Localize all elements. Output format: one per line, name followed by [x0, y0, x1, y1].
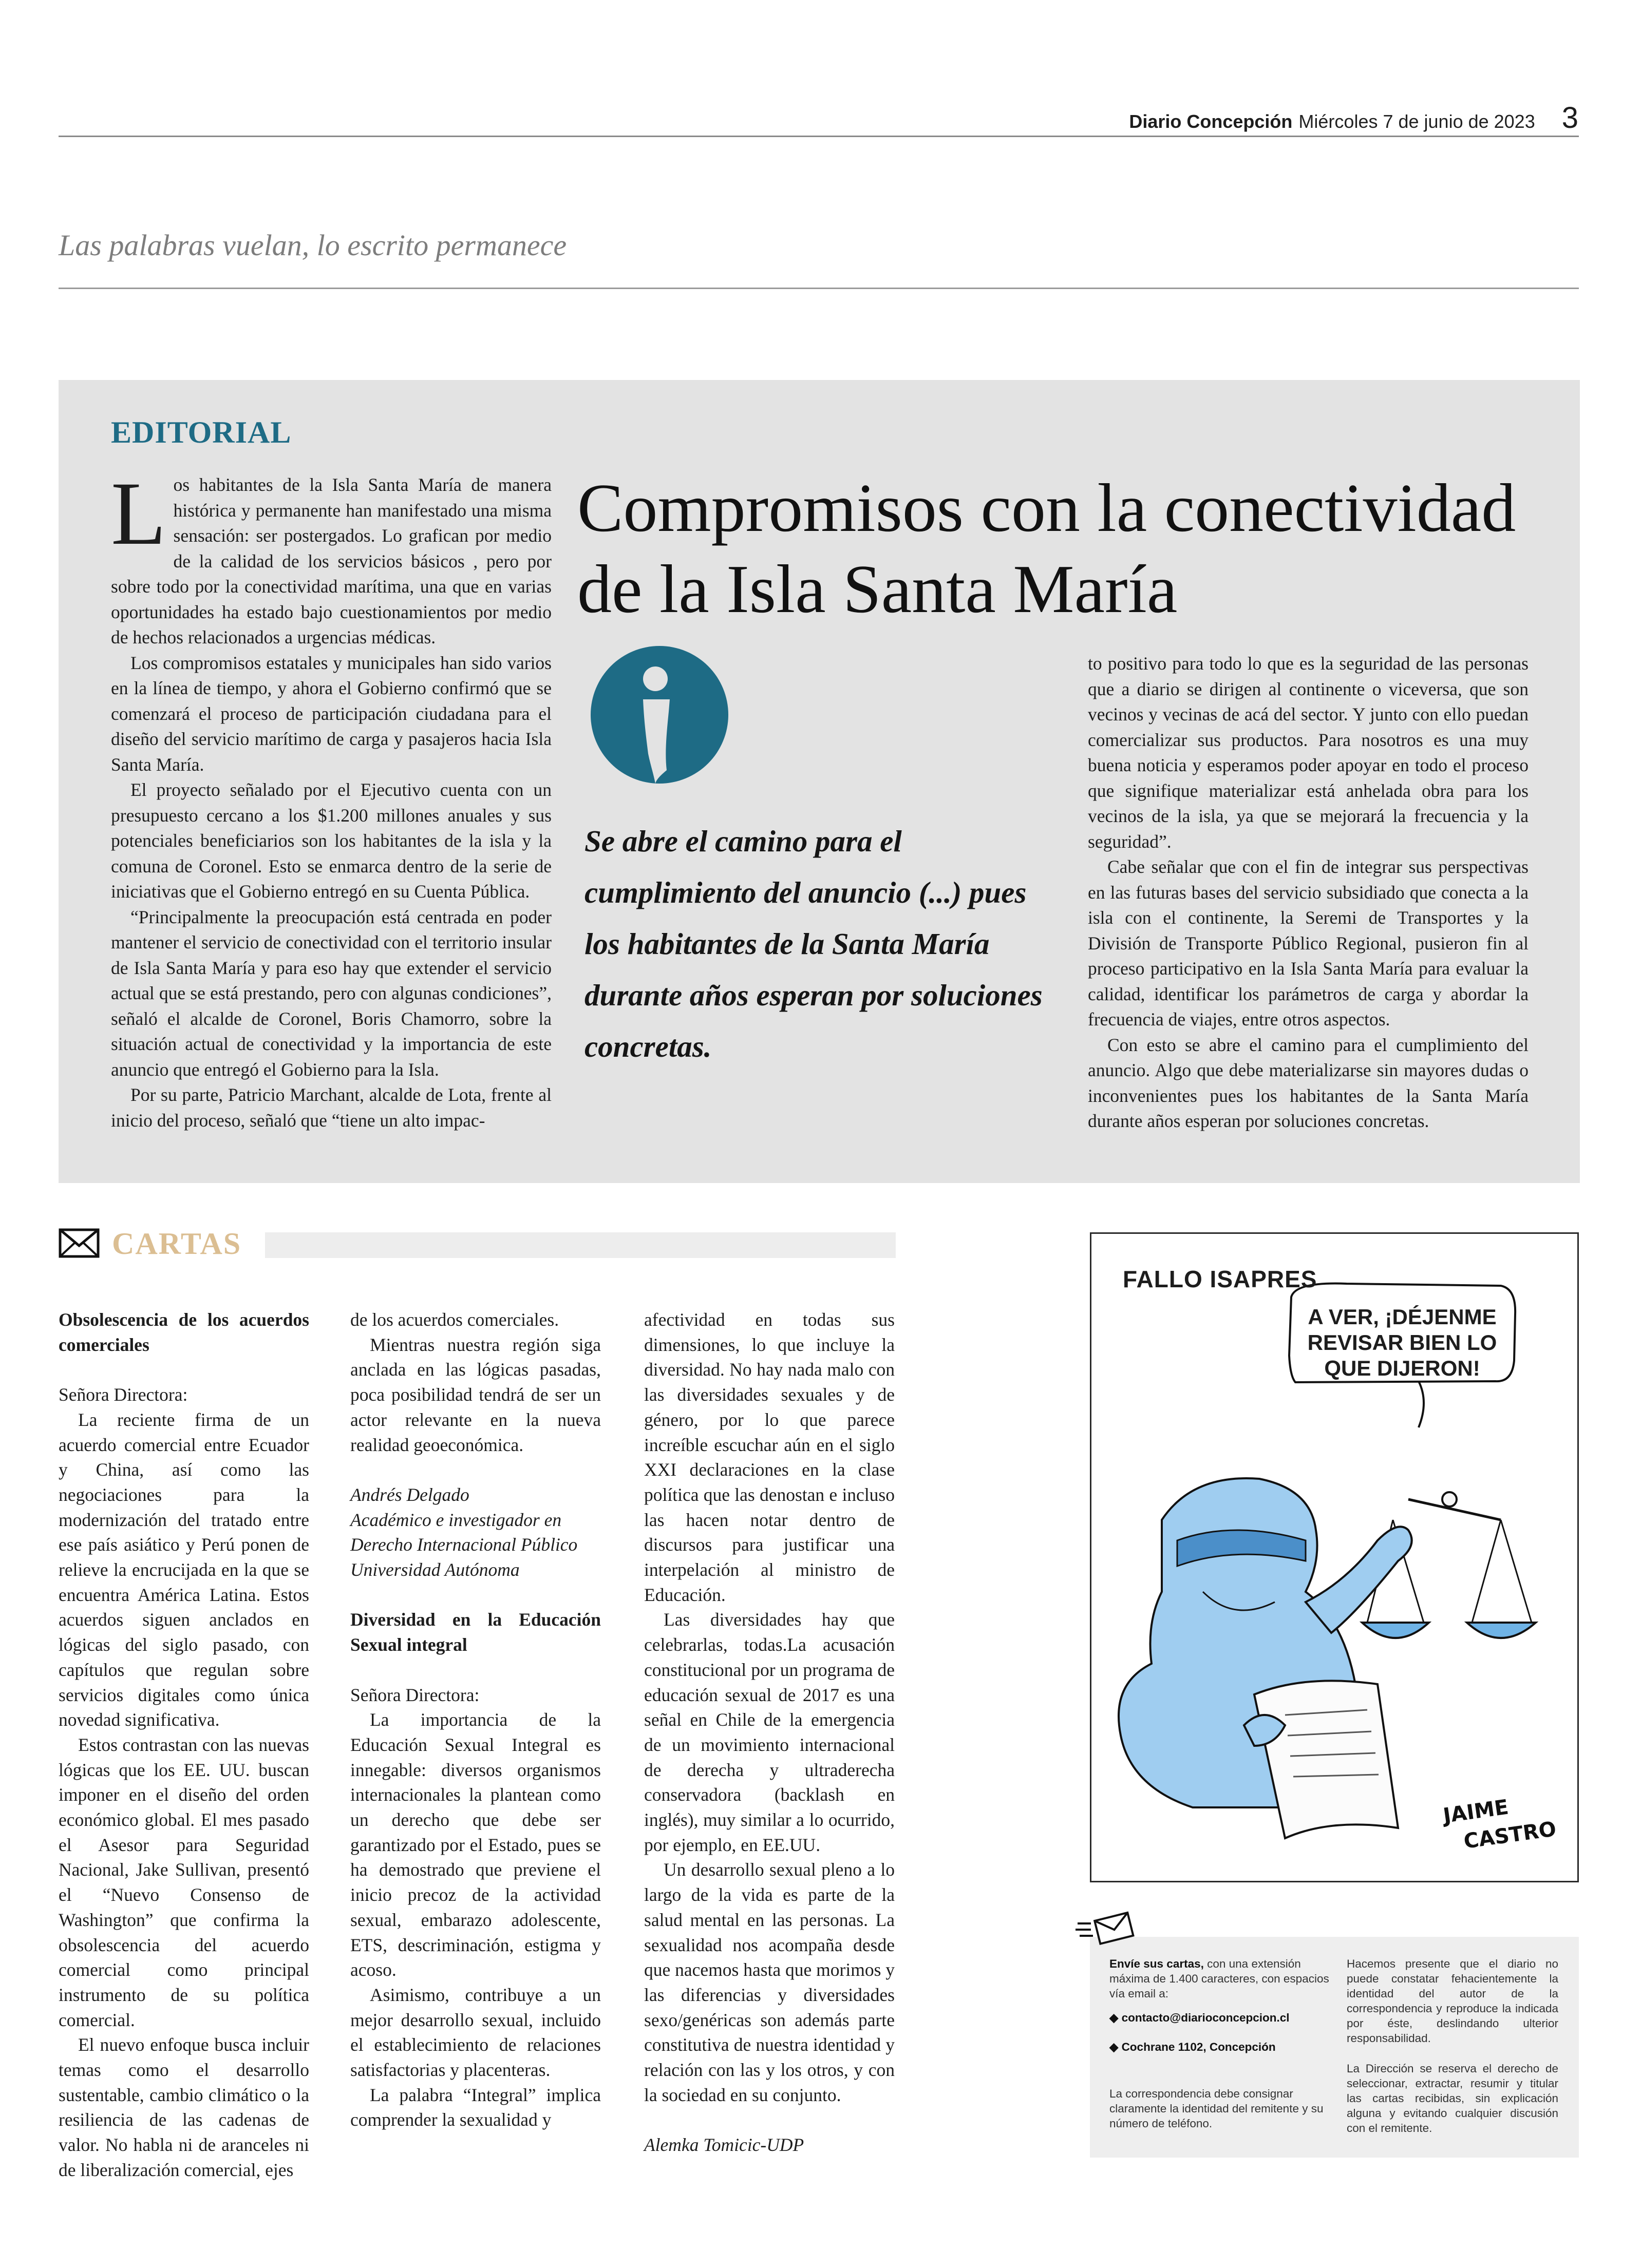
- editorial-paragraph: Cabe señalar que con el fin de integrar sus perspectivas en las futuras bases del servicio subsidiado que conecta a la isla con el continente, la Seremi de Transportes y la División de Transporte Público Regional, pusieron fin al proceso participativo en la Isla Santa María para evaluar la calidad, identificar los parámetros de carga y abordar la frecuencia de viajes, entre otros aspectos.: [1088, 856, 1529, 1030]
- info-left-column: [1109, 1956, 1329, 2131]
- speech-line: A VER, ¡DÉJENME: [1308, 1305, 1497, 1329]
- editorial-paragraph: Por su parte, Patricio Marchant, alcalde de Lota, frente al inicio del proceso, señaló que “tiene un alto impac-: [111, 1084, 552, 1131]
- svg-text:CASTRO: CASTRO: [1462, 1817, 1558, 1854]
- pull-quote: Se abre el camino para el cumplimiento del anuncio (...) pues los habitantes de la Santa María durante años esperan por soluciones concretas.: [584, 824, 1043, 1063]
- cartoon-speech: [1305, 1304, 1500, 1381]
- issue-date: Miércoles 7 de junio de 2023: [1298, 111, 1535, 132]
- contact-email[interactable]: contacto@diarioconcepcion.cl: [1121, 2011, 1290, 2024]
- letters-column-1: [59, 1307, 309, 2183]
- letter-signature: Alemka Tomicic-UDP: [644, 2134, 804, 2156]
- letters-column-3: [644, 1307, 895, 2158]
- letter-paragraph: afectividad en todas sus dimensiones, lo que incluye la diversidad. No hay nada malo con las diversidades sexuales y de género, por lo que parece increíble escuchar aún en el siglo XXI declaraciones en la clase política que las denostan e incluso las hacen notar dentro de discursos para justificar una interpelación al ministro de Educación.: [644, 1309, 895, 1605]
- info-icon: [590, 645, 729, 785]
- editorial-paragraph: El proyecto señalado por el Ejecutivo cuenta con un presupuesto cercano a los $1.200 millones anuales y sus potenciales beneficiarios son los habitantes de la isla y la comuna de Coronel. Esto se enmarca dentro de la serie de iniciativas que el Gobierno entregó en su Cuenta Pública.: [111, 779, 552, 902]
- page-header: [1129, 101, 1578, 137]
- letter-paragraph: La importancia de la Educación Sexual Integral es innegable: diversos organismos internacionales la plantean como un derecho que debe ser garantizado por el Estado, pues se ha demostrado que previene el inicio precoz de la actividad sexual, embarazo adolescente, ETS, descriminación, estigma y acoso.: [350, 1709, 601, 1980]
- letter-paragraph: Mientras nuestra región siga anclada en las lógicas pasadas, poca posibilidad tendrá de ser un actor relevante en la nueva realidad geoeconómica.: [350, 1334, 601, 1455]
- letter-paragraph: El nuevo enfoque busca incluir temas como el desarrollo sustentable, cambio climático o la resiliencia de las cadenas de valor. No habla ni de aranceles ni de liberalización comercial, ejes: [59, 2034, 309, 2180]
- header-rule: [59, 136, 1579, 137]
- svg-text:JAIME: JAIME: [1441, 1795, 1511, 1828]
- editorial-right-column: [1088, 651, 1529, 1134]
- info-email-item: ◆ contacto@diarioconcepcion.cl: [1109, 2011, 1290, 2024]
- editorial-paragraph: Con esto se abre el camino para el cumplimiento del anuncio. Algo que debe materializarse sin mayores dudas o inconvenientes pues los habitantes de la Santa María durante años esperan por soluciones concretas.: [1088, 1034, 1529, 1131]
- editorial-left-column: [111, 464, 552, 1133]
- info-send-text: con una extensión máxima de 1.400 caracteres, con espacios vía email a:: [1109, 1957, 1329, 2000]
- info-right-column: [1347, 1956, 1558, 2136]
- info-disclaimer: Hacemos presente que el diario no puede constatar fehacientemente la identidad del autor de la correspondencia y reproduce la indicada por éste, deslindando ulterior responsabilidad.: [1347, 1957, 1558, 2045]
- slogan-rule: [59, 288, 1579, 289]
- letters-column-2: [350, 1307, 601, 2132]
- info-address-item: ◆ Cochrane 1102, Concepción: [1109, 2041, 1276, 2053]
- letter-title: Obsolescencia de los acuerdos comerciales: [59, 1309, 309, 1355]
- cartas-label: CARTAS: [112, 1227, 242, 1261]
- editorial-paragraph: Los habitantes de la Isla Santa María de manera histórica y permanente han manifestado una misma sensación: ser postergados. Lo grafican por medio de la calidad de los servicios básicos , pero por sobre todo por la conectividad marítima, una que en varias oportunidades ha estado bajo cuestionamientos por medio de hechos relacionados a urgencias médicas.: [111, 464, 552, 647]
- letter-paragraph: de los acuerdos comerciales.: [350, 1309, 559, 1330]
- info-rights: La Dirección se reserva el derecho de seleccionar, extractar, resumir y titular las cartas recibidas, sin explicación alguna y evitando cualquier discusión con el remitente.: [1347, 2062, 1558, 2134]
- letter-paragraph: Las diversidades hay que celebrarlas, todas.La acusación constitucional por un programa de educación sexual de 2017 es una señal en Chile de la emergencia de un movimiento internacional de derecha y ultraderecha conservadora (backlash en inglés), muy similar a lo ocurrido, por ejemplo, en EE.UU.: [644, 1609, 895, 1855]
- letter-title: Diversidad en la Educación Sexual integral: [350, 1609, 601, 1655]
- dropcap: L: [111, 464, 166, 564]
- contact-address: Cochrane 1102, Concepción: [1121, 2041, 1276, 2053]
- section-slogan: Las palabras vuelan, lo escrito permanece: [59, 228, 567, 262]
- envelope-icon: [59, 1228, 100, 1258]
- page-number: 3: [1561, 101, 1578, 135]
- letter-paragraph: Asimismo, contribuye a un mejor desarrollo sexual, incluido el establecimiento de relaciones satisfactorias y placenteras.: [350, 1984, 601, 2081]
- editorial-paragraph: “Principalmente la preocupación está centrada en poder mantener el servicio de conectividad con el territorio insular de Isla Santa María y para eso hay que extender el servicio actual que se está prestando, pero con algunas condiciones”, señaló el alcalde de Coronel, Boris Chamorro, sobre la situación actual de conectividad y la importancia de este anuncio que entregó el Gobierno para la Isla.: [111, 906, 552, 1080]
- editorial-label: EDITORIAL: [111, 415, 292, 449]
- letter-salutation: Señora Directora:: [59, 1384, 188, 1405]
- editorial-paragraph: Los compromisos estatales y municipales han sido varios en la línea de tiempo, y ahora el Gobierno confirmó que se comenzará el proceso de participación ciudadana para el diseño del servicio marítimo de carga y pasajeros hacia Isla Santa María.: [111, 652, 552, 775]
- newspaper-name: Diario Concepción: [1129, 111, 1293, 132]
- letter-paragraph: La reciente firma de un acuerdo comercial entre Ecuador y China, así como las negociaciones para la modernización del tratado entre ese país asiático y Perú ponen de relieve la encrucijada en la que se encuentra América Latina. Estos acuerdos siguen anclados en lógicas del siglo pasado, con capítulos que regulan sobre servicios digitales como única novedad significativa.: [59, 1409, 309, 1730]
- cartoon-title: FALLO ISAPRES: [1123, 1266, 1317, 1292]
- editorial-paragraph: to positivo para todo lo que es la seguridad de las personas que a diario se dirigen al continente o viceversa, que son vecinos y vecinas de acá del sector. Y junto con ello puedan comercializar sus productos. Para nosotros es una muy buena noticia y esperamos poder apoyar en todo el proceso que signifique materializar está anhelada obra para los vecinos de la isla, ya que se mejorará la frecuencia y la seguridad”.: [1088, 653, 1529, 852]
- letter-signature: Derecho Internacional Público: [350, 1534, 578, 1555]
- editorial-headline: Compromisos con la conectividad de la Isla Santa María: [577, 470, 1516, 627]
- send-mail-icon: [1076, 1908, 1135, 1946]
- cartas-header-bar: [265, 1232, 896, 1258]
- speech-line: REVISAR BIEN LO: [1307, 1330, 1497, 1355]
- letter-paragraph: Estos contrastan con las nuevas lógicas que los EE. UU. buscan imponer en el diseño del orden económico global. El mes pasado el Asesor para Seguridad Nacional, Jake Sullivan, presentó el “Nuevo Consenso de Washington” que confirma la obsolescencia del acuerdo comercial como principal instrumento de su política comercial.: [59, 1734, 309, 2030]
- letter-signature: Andrés Delgado: [350, 1484, 469, 1505]
- letter-paragraph: Un desarrollo sexual pleno a lo largo de la vida es parte de la salud mental en las personas. La sexualidad nos acompaña desde que nacemos hasta que morimos y las diferencias y diversidades sexo/genéricas son además parte constitutiva de nuestra identidad y relación con las y los otros, y con la sociedad en su conjunto.: [644, 1859, 895, 2105]
- info-identity-note: La correspondencia debe consignar claramente la identidad del remitente y su número de teléfono.: [1109, 2087, 1324, 2130]
- letter-paragraph: La palabra “Integral” implica comprender la sexualidad y: [350, 2084, 601, 2130]
- letter-salutation: Señora Directora:: [350, 1684, 480, 1705]
- letter-signature: Universidad Autónoma: [350, 1559, 520, 1580]
- letter-signature: Académico e investigador en: [350, 1509, 562, 1530]
- speech-line: QUE DIJERON!: [1324, 1356, 1480, 1380]
- info-send-heading: Envíe sus cartas,: [1109, 1957, 1204, 1970]
